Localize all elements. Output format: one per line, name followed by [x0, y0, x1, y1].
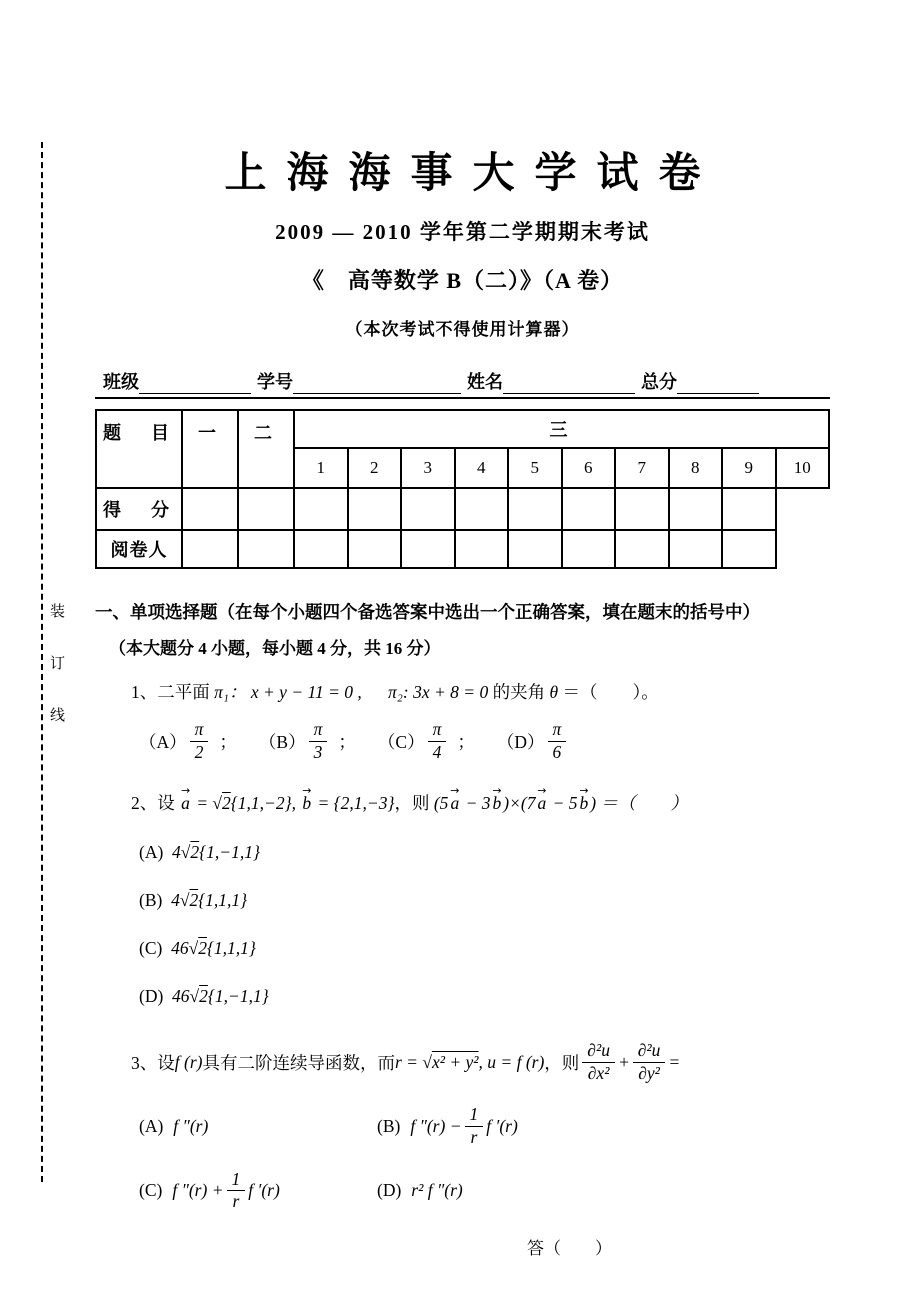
student-info-row	[95, 368, 830, 399]
q3-u-eq: , u = f (r)	[478, 1051, 545, 1072]
separator: ；	[338, 731, 356, 752]
field-label-class: 班级	[103, 372, 139, 392]
q2-option-d-label: (D)	[139, 986, 164, 1007]
section1-subtitle: （本大题分 4 小题，每小题 4 分，共 16 分）	[109, 639, 441, 658]
table-cell-empty	[615, 530, 669, 568]
q2-option-d	[95, 986, 830, 1007]
q1-option-c-fraction: $\frac{\pi}{4}$	[428, 720, 447, 762]
q3-r-eq: r = √	[394, 1051, 432, 1072]
q3-options-row-2	[95, 1170, 830, 1212]
answer-blank: 答（ ）	[527, 1238, 612, 1258]
table-cell-empty	[562, 488, 616, 530]
table-cell-part-two: 二	[238, 410, 294, 488]
vector-a: → a	[179, 793, 192, 814]
table-cell-empty	[238, 530, 294, 568]
q2-option-a	[95, 842, 830, 863]
field-label-total: 总分	[641, 372, 677, 392]
blank-class	[139, 373, 251, 394]
blank-name	[503, 373, 635, 394]
field-label-id: 学号	[257, 372, 293, 392]
table-cell-num: 10	[776, 448, 830, 488]
q2-expr4: − 5	[548, 793, 578, 814]
sqrt-radicand: 2	[222, 793, 231, 814]
binding-char-ding: 订	[50, 650, 65, 675]
q1-gap	[366, 682, 384, 702]
table-cell-empty	[401, 488, 455, 530]
q1-lead: 1、二平面	[131, 682, 210, 702]
vector-set: {1,−1,1}	[199, 842, 260, 863]
plus-sign: +	[617, 1051, 630, 1072]
table-cell-empty	[182, 530, 238, 568]
q2-expr2: − 3	[461, 793, 491, 814]
q2-eq1: = √	[191, 793, 223, 814]
vector-b: → b	[578, 793, 591, 814]
coefficient: 4√	[171, 890, 190, 911]
table-cell-part-one: 一	[182, 410, 238, 488]
vector-b: → b	[491, 793, 504, 814]
table-cell-empty	[562, 530, 616, 568]
vector-a: → a	[448, 793, 461, 814]
field-label-name: 姓名	[467, 372, 503, 392]
table-cell-empty	[508, 530, 562, 568]
table-cell-empty	[669, 488, 723, 530]
q2-option-c	[95, 938, 830, 959]
question-1	[95, 679, 830, 704]
q1-option-c-label: （C）	[377, 731, 425, 752]
table-cell-grader-label: 阅卷人	[96, 530, 182, 568]
calculator-note: （本次考试不得使用计算器）	[345, 320, 580, 339]
table-cell-num: 5	[508, 448, 562, 488]
table-cell-num: 3	[401, 448, 455, 488]
coefficient: 46√	[172, 986, 200, 1007]
q1-option-a-fraction: $\frac{\pi}{2}$	[190, 720, 209, 762]
question-2	[95, 790, 830, 815]
q1-plane2: π₂: 3x + 8 = 0	[388, 682, 489, 702]
separator: ；	[457, 731, 475, 752]
q2-lead: 2、设	[131, 793, 175, 814]
q3-option-b-expr2: f ′(r)	[486, 1115, 518, 1136]
sqrt-radicand: 2	[199, 986, 208, 1007]
binding-char-xian: 线	[50, 702, 65, 727]
course-title: 《 高等数学 B（二）》（A 卷）	[301, 268, 624, 293]
table-cell-empty	[348, 530, 402, 568]
table-cell-num: 6	[562, 448, 616, 488]
vector-b: → b	[300, 793, 313, 814]
q1-option-d-fraction: $\frac{\pi}{6}$	[548, 720, 567, 762]
table-cell-empty	[669, 530, 723, 568]
q3-option-b	[377, 1105, 615, 1147]
vector-a: → a	[535, 793, 548, 814]
q1-option-a-label: （A）	[139, 731, 187, 752]
table-cell-part-three: 三	[294, 410, 829, 448]
q2-expr5: ) ＝（ ）	[590, 793, 688, 814]
table-cell-empty	[722, 488, 776, 530]
table-cell-empty	[182, 488, 238, 530]
q3-text1: 具有二阶连续导函数，而	[202, 1052, 395, 1073]
table-cell-num: 9	[722, 448, 776, 488]
partial-fraction-y: $\frac{\text{∂²u}}{\text{∂y²}}$	[633, 1041, 666, 1083]
q2-set1: {1,1,−2},	[230, 793, 296, 814]
sqrt-radicand: 2	[189, 890, 199, 911]
question-3	[95, 1041, 830, 1083]
q3-option-b-label: (B)	[377, 1115, 401, 1136]
table-cell-empty	[508, 488, 562, 530]
q1-theta: θ	[549, 682, 559, 702]
q3-text2: ，则	[544, 1052, 580, 1073]
q1-plane1: π₁： x + y − 11 = 0 ,	[214, 682, 362, 702]
exam-content	[95, 0, 830, 1259]
q3-option-c-expr2: f ′(r)	[248, 1180, 280, 1201]
q1-option-b	[259, 720, 378, 762]
exam-title: 上海海事大学试卷	[224, 151, 721, 197]
table-cell-empty	[348, 488, 402, 530]
table-cell-empty	[455, 530, 509, 568]
q3-option-a-label: (A)	[139, 1115, 164, 1136]
q3-option-d-label: (D)	[377, 1180, 402, 1201]
table-cell-empty	[722, 530, 776, 568]
table-cell-num: 7	[615, 448, 669, 488]
table-cell-num: 4	[455, 448, 509, 488]
q1-option-b-fraction: $\frac{\pi}{3}$	[309, 720, 328, 762]
q2-option-c-label: (C)	[139, 938, 163, 959]
q2-eq2: = {2,1,−3}	[313, 793, 395, 814]
q1-option-d	[497, 720, 569, 762]
q1-option-a	[139, 720, 259, 762]
table-cell-num: 8	[669, 448, 723, 488]
partial-fraction-x: $\frac{\text{∂²u}}{\text{∂x²}}$	[582, 1041, 615, 1083]
table-cell-num: 1	[294, 448, 348, 488]
table-cell-num: 2	[348, 448, 402, 488]
table-cell-question-label: 题 目	[96, 410, 182, 488]
q2-option-b	[95, 890, 830, 911]
q3-option-b-fraction: $\frac{1}{r}$	[465, 1105, 484, 1147]
table-cell-empty	[294, 488, 348, 530]
sqrt-radicand: 2	[190, 842, 200, 863]
q3-option-c-label: (C)	[139, 1180, 163, 1201]
table-cell-score-label: 得 分	[96, 488, 182, 530]
vector-set: {1,1,1}	[198, 890, 248, 911]
q2-expr3: )×(7	[503, 793, 536, 814]
q3-option-b-expr: f ″(r) −	[410, 1115, 462, 1136]
blank-total	[677, 373, 759, 394]
equals-sign: =	[668, 1051, 681, 1072]
q3-option-c-fraction: $\frac{1}{r}$	[227, 1170, 246, 1212]
table-cell-empty	[294, 530, 348, 568]
binding-char-zhuang: 装	[50, 598, 65, 623]
q2-mid: ，则	[394, 793, 430, 814]
vector-set: {1,−1,1}	[207, 986, 269, 1007]
binding-dashed-line	[41, 142, 43, 1182]
q3-fr: f (r)	[174, 1051, 203, 1072]
score-table	[95, 409, 830, 569]
q2-option-b-label: (B)	[139, 890, 163, 911]
q2-option-a-label: (A)	[139, 842, 164, 863]
q3-option-d	[377, 1180, 615, 1201]
sqrt-radicand: x² + y²	[431, 1051, 479, 1072]
vector-set: {1,1,1}	[206, 938, 256, 959]
q3-options-row-1	[95, 1105, 830, 1147]
table-cell-empty	[615, 488, 669, 530]
separator: ；	[219, 731, 237, 752]
section1-title: 一、单项选择题（在每个小题四个备选答案中选出一个正确答案，填在题末的括号中）	[95, 602, 760, 622]
q1-option-b-label: （B）	[258, 731, 306, 752]
q3-option-d-expr: r² f ″(r)	[411, 1180, 463, 1201]
q3-option-c-expr: f ″(r) +	[172, 1180, 224, 1201]
blank-id	[293, 373, 461, 394]
q2-expr1: (5	[433, 793, 449, 814]
coefficient: 4√	[172, 842, 191, 863]
exam-session: 2009 — 2010 学年第二学期期末考试	[275, 220, 650, 244]
q1-answer-blank: ＝（ ）。	[562, 682, 659, 702]
table-cell-empty	[238, 488, 294, 530]
table-cell-empty	[401, 530, 455, 568]
coefficient: 46√	[171, 938, 199, 959]
table-cell-empty	[455, 488, 509, 530]
sqrt-radicand: 2	[198, 938, 207, 959]
q3-option-a	[139, 1116, 377, 1137]
q1-text2: 的夹角	[492, 682, 546, 702]
q1-options	[95, 720, 830, 762]
q3-option-c	[139, 1170, 377, 1212]
q1-option-d-label: （D）	[496, 731, 545, 752]
q3-lead: 3、设	[131, 1052, 175, 1073]
q3-option-a-expr: f ″(r)	[173, 1115, 209, 1136]
q1-option-c	[378, 720, 497, 762]
